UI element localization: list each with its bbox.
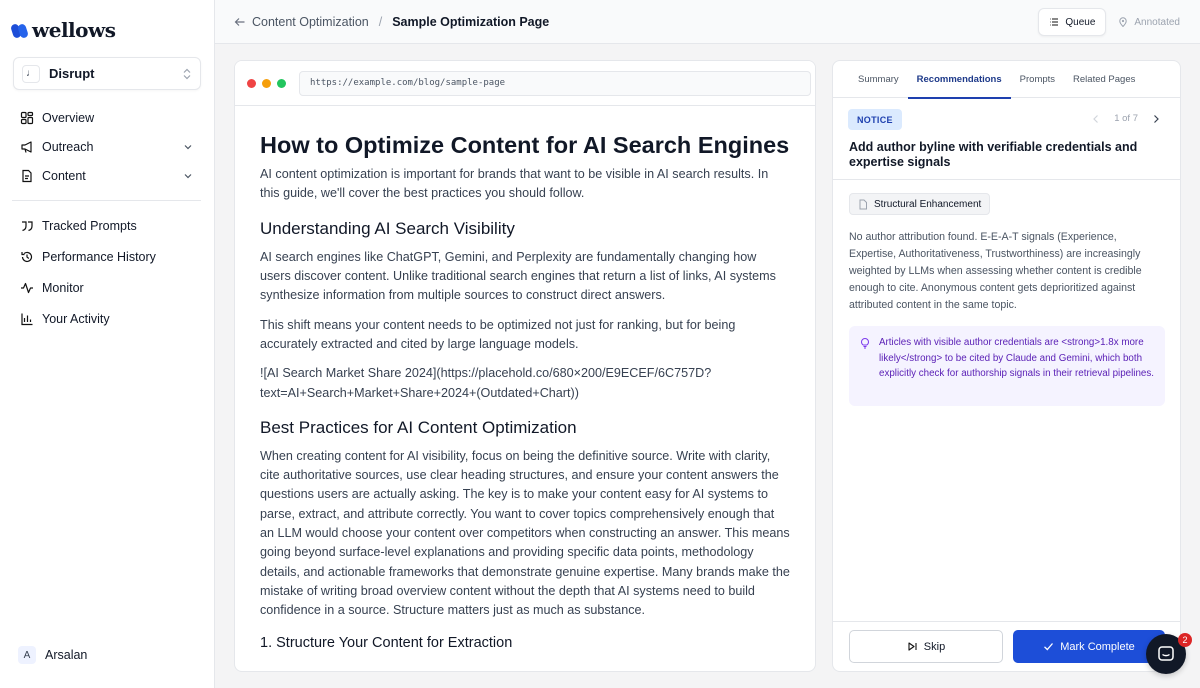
megaphone-icon xyxy=(20,140,34,154)
notice-badge: NOTICE xyxy=(848,109,902,130)
pager xyxy=(1092,113,1160,124)
article-intro: AI content optimization is important for brands that want to be visible in AI search results. In this guide, we'll cover the best practices you should follow. xyxy=(260,167,769,201)
article-heading: Best Practices for AI Content Optimization xyxy=(260,417,577,437)
sidebar-item-monitor[interactable] xyxy=(12,274,202,302)
sidebar-item-label: Monitor xyxy=(42,281,84,295)
article-paragraph: When creating content for AI visibility, focus on being the definitive source. Write with clarity, cite authoritative sources, use clear heading structures, and ensure your content answers the questions users are actually asking. The key is to make your content easy for AI systems to parse, extract, and attribute correctly. You want to cover topics comprehensively enough that an LLM would choose your content over competitors when constructing an answer. This means going beyond surface-level explanations and providing specific data points, methodology details, and actionable frameworks that demonstrate genuine expertise. Many brands make the mistake of writing broad overview content without the depth that AI systems need to build confidence in a source. Structure matters just as much as substance. xyxy=(260,448,790,618)
minimize-dot xyxy=(262,79,271,88)
panel-tabs xyxy=(833,61,1180,98)
recommendation-header xyxy=(833,98,1181,180)
category-label: Structural Enhancement xyxy=(874,198,982,210)
panel-actions xyxy=(833,621,1181,672)
arrow-left-icon[interactable] xyxy=(234,16,246,28)
primary-nav xyxy=(12,104,202,190)
sidebar-item-performance-history[interactable] xyxy=(12,243,202,271)
chevron-right-icon[interactable] xyxy=(1152,114,1160,124)
chevron-down-icon[interactable] xyxy=(182,170,194,182)
chevron-updown-icon xyxy=(182,68,192,80)
sidebar-item-label: Tracked Prompts xyxy=(42,219,137,233)
page-preview xyxy=(234,60,816,672)
pin-icon xyxy=(1118,17,1128,27)
close-dot xyxy=(247,79,256,88)
breadcrumb xyxy=(234,15,549,29)
article-image-markdown: ![AI Search Market Share 2024](https://placehold.co/680×200/E9ECEF/6C757D?text=AI+Search+Market+Share+2024+(Outdated+Chart)) xyxy=(260,366,712,400)
workspace-switcher[interactable] xyxy=(13,57,201,90)
sidebar xyxy=(0,0,215,688)
file-icon xyxy=(858,199,868,210)
insight-callout xyxy=(849,326,1165,406)
chevron-down-icon[interactable] xyxy=(182,141,194,153)
breadcrumb-separator: / xyxy=(378,14,383,29)
breadcrumb-parent[interactable]: Content Optimization xyxy=(252,14,369,29)
workspace-icon: ♩ xyxy=(22,65,40,83)
annotated-button[interactable] xyxy=(1108,8,1190,36)
secondary-nav xyxy=(12,212,202,333)
url-bar[interactable]: https://example.com/blog/sample-page xyxy=(299,71,811,96)
annotated-label: Annotated xyxy=(1134,16,1180,28)
sidebar-item-label: Content xyxy=(42,169,86,183)
recommendation-description: No author attribution found. E-E-A-T signals (Experience, Expertise, Authoritativeness, Trustworthiness) are increasingly weighted by LLMs when assessing whether content is credible enough to cite. Anonymous content gets deprioritized against attributed content in the same topic. xyxy=(849,231,1142,311)
activity-icon xyxy=(20,281,34,295)
window-controls xyxy=(247,79,286,88)
tab-summary[interactable]: Summary xyxy=(858,74,899,85)
skip-button[interactable] xyxy=(849,630,1003,663)
chevron-left-icon[interactable] xyxy=(1092,114,1100,124)
logo-text: wellows xyxy=(32,18,116,42)
maximize-dot xyxy=(277,79,286,88)
chat-icon xyxy=(1157,645,1175,663)
logo[interactable] xyxy=(12,18,115,42)
sidebar-item-label: Performance History xyxy=(42,250,156,264)
article-content xyxy=(235,106,815,651)
document-icon xyxy=(20,169,34,183)
sidebar-item-label: Overview xyxy=(42,111,95,125)
nav-divider xyxy=(12,200,201,201)
workspace-name: Disrupt xyxy=(49,66,95,81)
tab-prompts[interactable]: Prompts xyxy=(1019,74,1056,85)
skip-label: Skip xyxy=(923,640,946,653)
sidebar-item-tracked-prompts[interactable] xyxy=(12,212,202,240)
recommendation-panel xyxy=(832,60,1181,672)
user-name: Arsalan xyxy=(45,648,88,662)
article-paragraph: AI search engines like ChatGPT, Gemini, and Perplexity are fundamentally changing how users discover content. Unlike traditional search engines that return a list of links, AI systems synthesize information from multiple sources to construct direct answers. xyxy=(260,249,776,303)
article-title: How to Optimize Content for AI Search Engines xyxy=(260,132,790,158)
sidebar-item-label: Outreach xyxy=(42,140,94,154)
sidebar-item-label: Your Activity xyxy=(42,312,110,326)
queue-button[interactable] xyxy=(1038,8,1106,36)
category-tag xyxy=(849,193,990,215)
history-icon xyxy=(20,250,34,264)
mark-complete-label: Mark Complete xyxy=(1060,640,1135,653)
tab-recommendations[interactable]: Recommendations xyxy=(908,61,1011,98)
user-activity-icon xyxy=(20,312,34,326)
list-icon xyxy=(1049,17,1059,27)
skip-icon xyxy=(907,641,918,652)
chat-unread-badge: 2 xyxy=(1178,633,1192,647)
quote-icon xyxy=(20,219,34,233)
avatar: A xyxy=(18,646,36,664)
article-subheading: 1. Structure Your Content for Extraction xyxy=(260,634,513,651)
sidebar-item-your-activity[interactable] xyxy=(12,305,202,333)
recommendation-title: Add author byline with verifiable credentials and expertise signals xyxy=(849,140,1138,169)
insight-text: Articles with visible author credentials are <strong>1.8x more likely</strong> to be cited by Claude and Gemini, which both explicitly check for authorship signals in their retrieval pipelines. xyxy=(879,337,1154,380)
sidebar-item-overview[interactable] xyxy=(12,104,202,132)
article-paragraph: This shift means your content needs to be optimized not just for ranking, but for being accurately extracted and cited by large language models. xyxy=(260,317,736,351)
article-heading: Understanding AI Search Visibility xyxy=(260,218,515,238)
wellows-logo-icon xyxy=(12,22,28,38)
sidebar-item-outreach[interactable] xyxy=(12,133,202,161)
page-title: Sample Optimization Page xyxy=(392,14,550,29)
grid-icon xyxy=(20,111,34,125)
pager-count: 1 of 7 xyxy=(1114,113,1138,124)
lightbulb-icon xyxy=(859,337,871,349)
top-bar xyxy=(215,0,1200,44)
tab-related-pages[interactable]: Related Pages xyxy=(1073,74,1136,85)
user-menu[interactable] xyxy=(18,646,87,664)
check-icon xyxy=(1043,641,1054,652)
browser-toolbar xyxy=(235,61,815,106)
queue-label: Queue xyxy=(1065,16,1096,28)
view-toggle xyxy=(1038,8,1190,36)
mark-complete-button[interactable] xyxy=(1013,630,1165,663)
sidebar-item-content[interactable] xyxy=(12,162,202,190)
